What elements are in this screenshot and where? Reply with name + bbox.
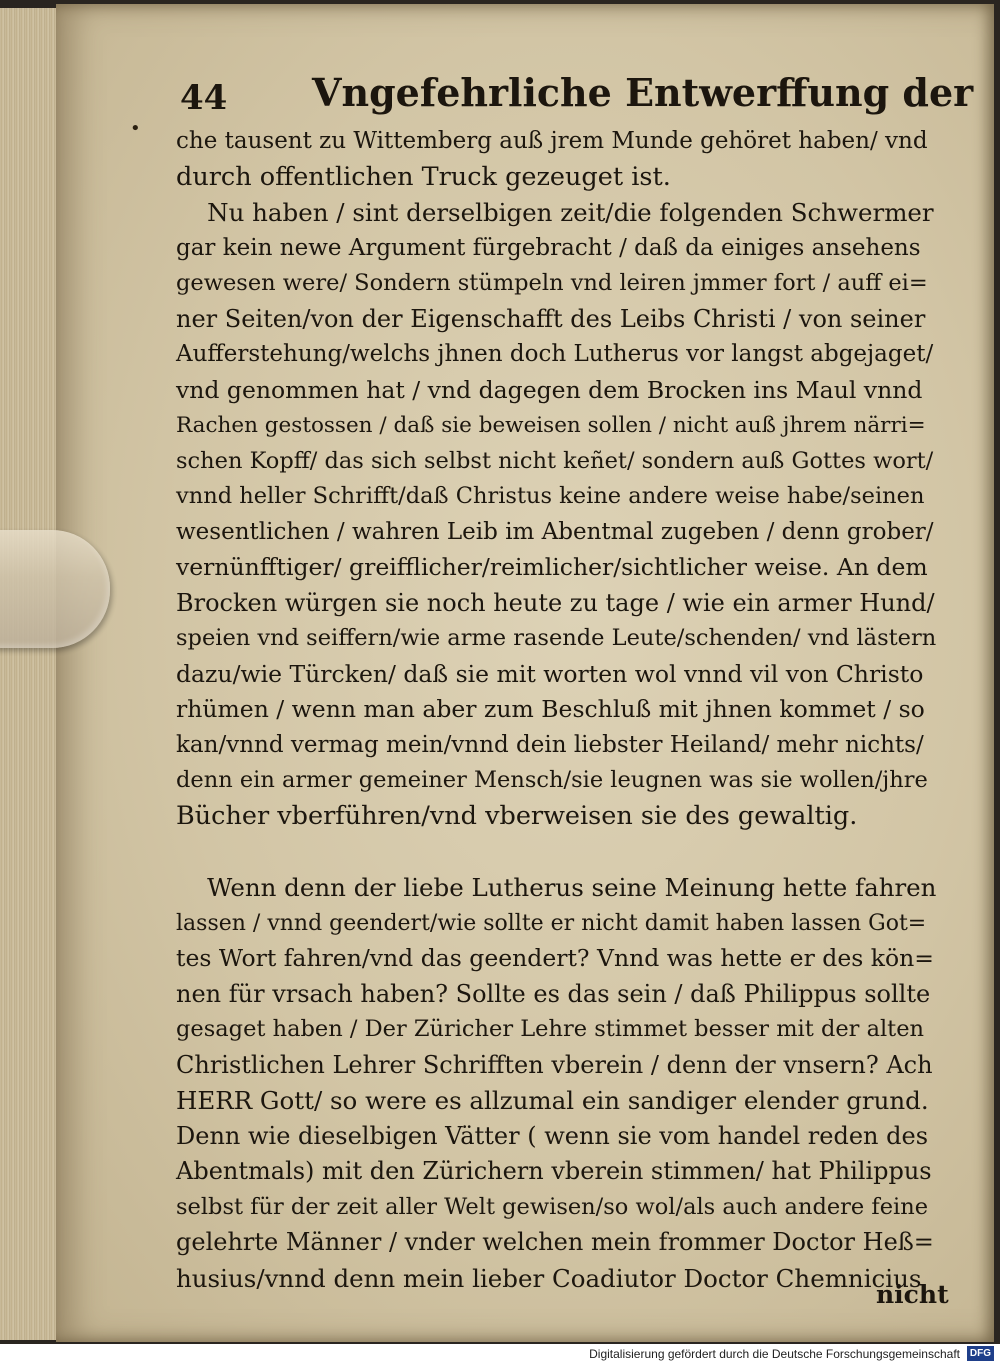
text-line: Nu haben / sint derselbigen zeit/die folgenden Schwermer: [176, 198, 934, 227]
text-line: durch offentlichen Truck gezeuget ist.: [176, 161, 671, 192]
text-line: nen für vrsach haben? Sollte es das sein / daß Philippus sollte: [176, 979, 931, 1008]
margin-mark: •: [130, 118, 141, 139]
footer-credit: Digitalisierung gefördert durch die Deutsche Forschungsgemeinschaft: [589, 1347, 960, 1361]
text-line: Abentmals) mit den Zürichern vberein stimmen/ hat Philippus: [176, 1157, 932, 1185]
text-line: selbst für der zeit aller Welt gewisen/so wol/als auch andere feine: [176, 1193, 929, 1220]
book-page-edges: [0, 8, 60, 1340]
text-line: che tausent zu Wittemberg auß jrem Munde gehöret haben/ vnd: [176, 128, 928, 154]
text-line: vernünfftiger/ greifflicher/reimlicher/sichtlicher weise. An dem: [176, 553, 928, 581]
text-line: dazu/wie Türcken/ daß sie mit worten wol vnnd vil von Christo: [176, 659, 924, 688]
dfg-logo-icon: DFG: [967, 1346, 994, 1361]
page-number: 44: [180, 78, 228, 118]
text-line: ner Seiten/von der Eigenschafft des Leibs Christi / von seiner: [176, 304, 926, 333]
text-line: denn ein armer gemeiner Mensch/sie leugnen was sie wollen/jhre: [176, 767, 928, 793]
text-line: vnd genommen hat / vnd dagegen dem Brocken ins Maul vnnd: [176, 375, 923, 404]
text-line: rhümen / wenn man aber zum Beschluß mit jhnen kommet / so: [176, 695, 925, 723]
text-line: wesentlichen / wahren Leib im Abentmal zugeben / denn grober/: [176, 518, 934, 545]
catchword: nicht: [876, 1280, 949, 1309]
text-line: tes Wort fahren/vnd das geendert? Vnnd was hette er des kön=: [176, 944, 934, 972]
text-line: Aufferstehung/welchs jhnen doch Lutherus vor langst abgejaget/: [176, 341, 934, 367]
text-line: Christlichen Lehrer Schrifften vberein / denn der vnsern? Ach: [176, 1050, 933, 1079]
text-line: Wenn denn der liebe Lutherus seine Meinung hette fahren: [176, 873, 937, 902]
text-line: gewesen were/ Sondern stümpeln vnd leiren jmmer fort / auff ei=: [176, 270, 928, 296]
text-line: speien vnd seiffern/wie arme rasende Leute/schenden/ vnd lästern: [176, 625, 937, 651]
text-line: gesaget haben / Der Züricher Lehre stimmet besser mit der alten: [176, 1016, 925, 1042]
text-line: kan/vnnd vermag mein/vnnd dein liebster Heiland/ mehr nichts/: [176, 731, 924, 758]
text-line: vnnd heller Schrifft/daß Christus keine andere weise habe/seinen: [176, 483, 925, 509]
text-line: lassen / vnnd geendert/wie sollte er nicht damit haben lassen Got=: [176, 910, 927, 936]
text-line: Rachen gestossen / daß sie beweisen sollen / nicht auß jhrem närri=: [176, 413, 926, 438]
text-line: gelehrte Männer / vnder welchen mein frommer Doctor Heß=: [176, 1228, 934, 1256]
text-line: Bücher vberführen/vnd vberweisen sie des gewaltig.: [176, 800, 858, 831]
running-title: Vngefehrliche Entwerffung der: [312, 70, 974, 115]
text-line: husius/vnnd denn mein lieber Coadiutor Doctor Chemnicius: [176, 1263, 922, 1293]
paragraph-gap: [176, 834, 936, 870]
page-clip: [0, 530, 110, 648]
body-text: [176, 124, 936, 1296]
text-line: gar kein newe Argument fürgebracht / daß da einiges ansehens: [176, 234, 921, 261]
text-line: HERR Gott/ so were es allzumal ein sandiger elender grund.: [176, 1086, 929, 1115]
text-line: Brocken würgen sie noch heute zu tage / wie ein armer Hund/: [176, 588, 935, 617]
text-line: Denn wie dieselbigen Vätter ( wenn sie vom handel reden des: [176, 1121, 929, 1150]
text-line: schen Kopff/ das sich selbst nicht keñet/ sondern auß Gottes wort/: [176, 447, 934, 474]
